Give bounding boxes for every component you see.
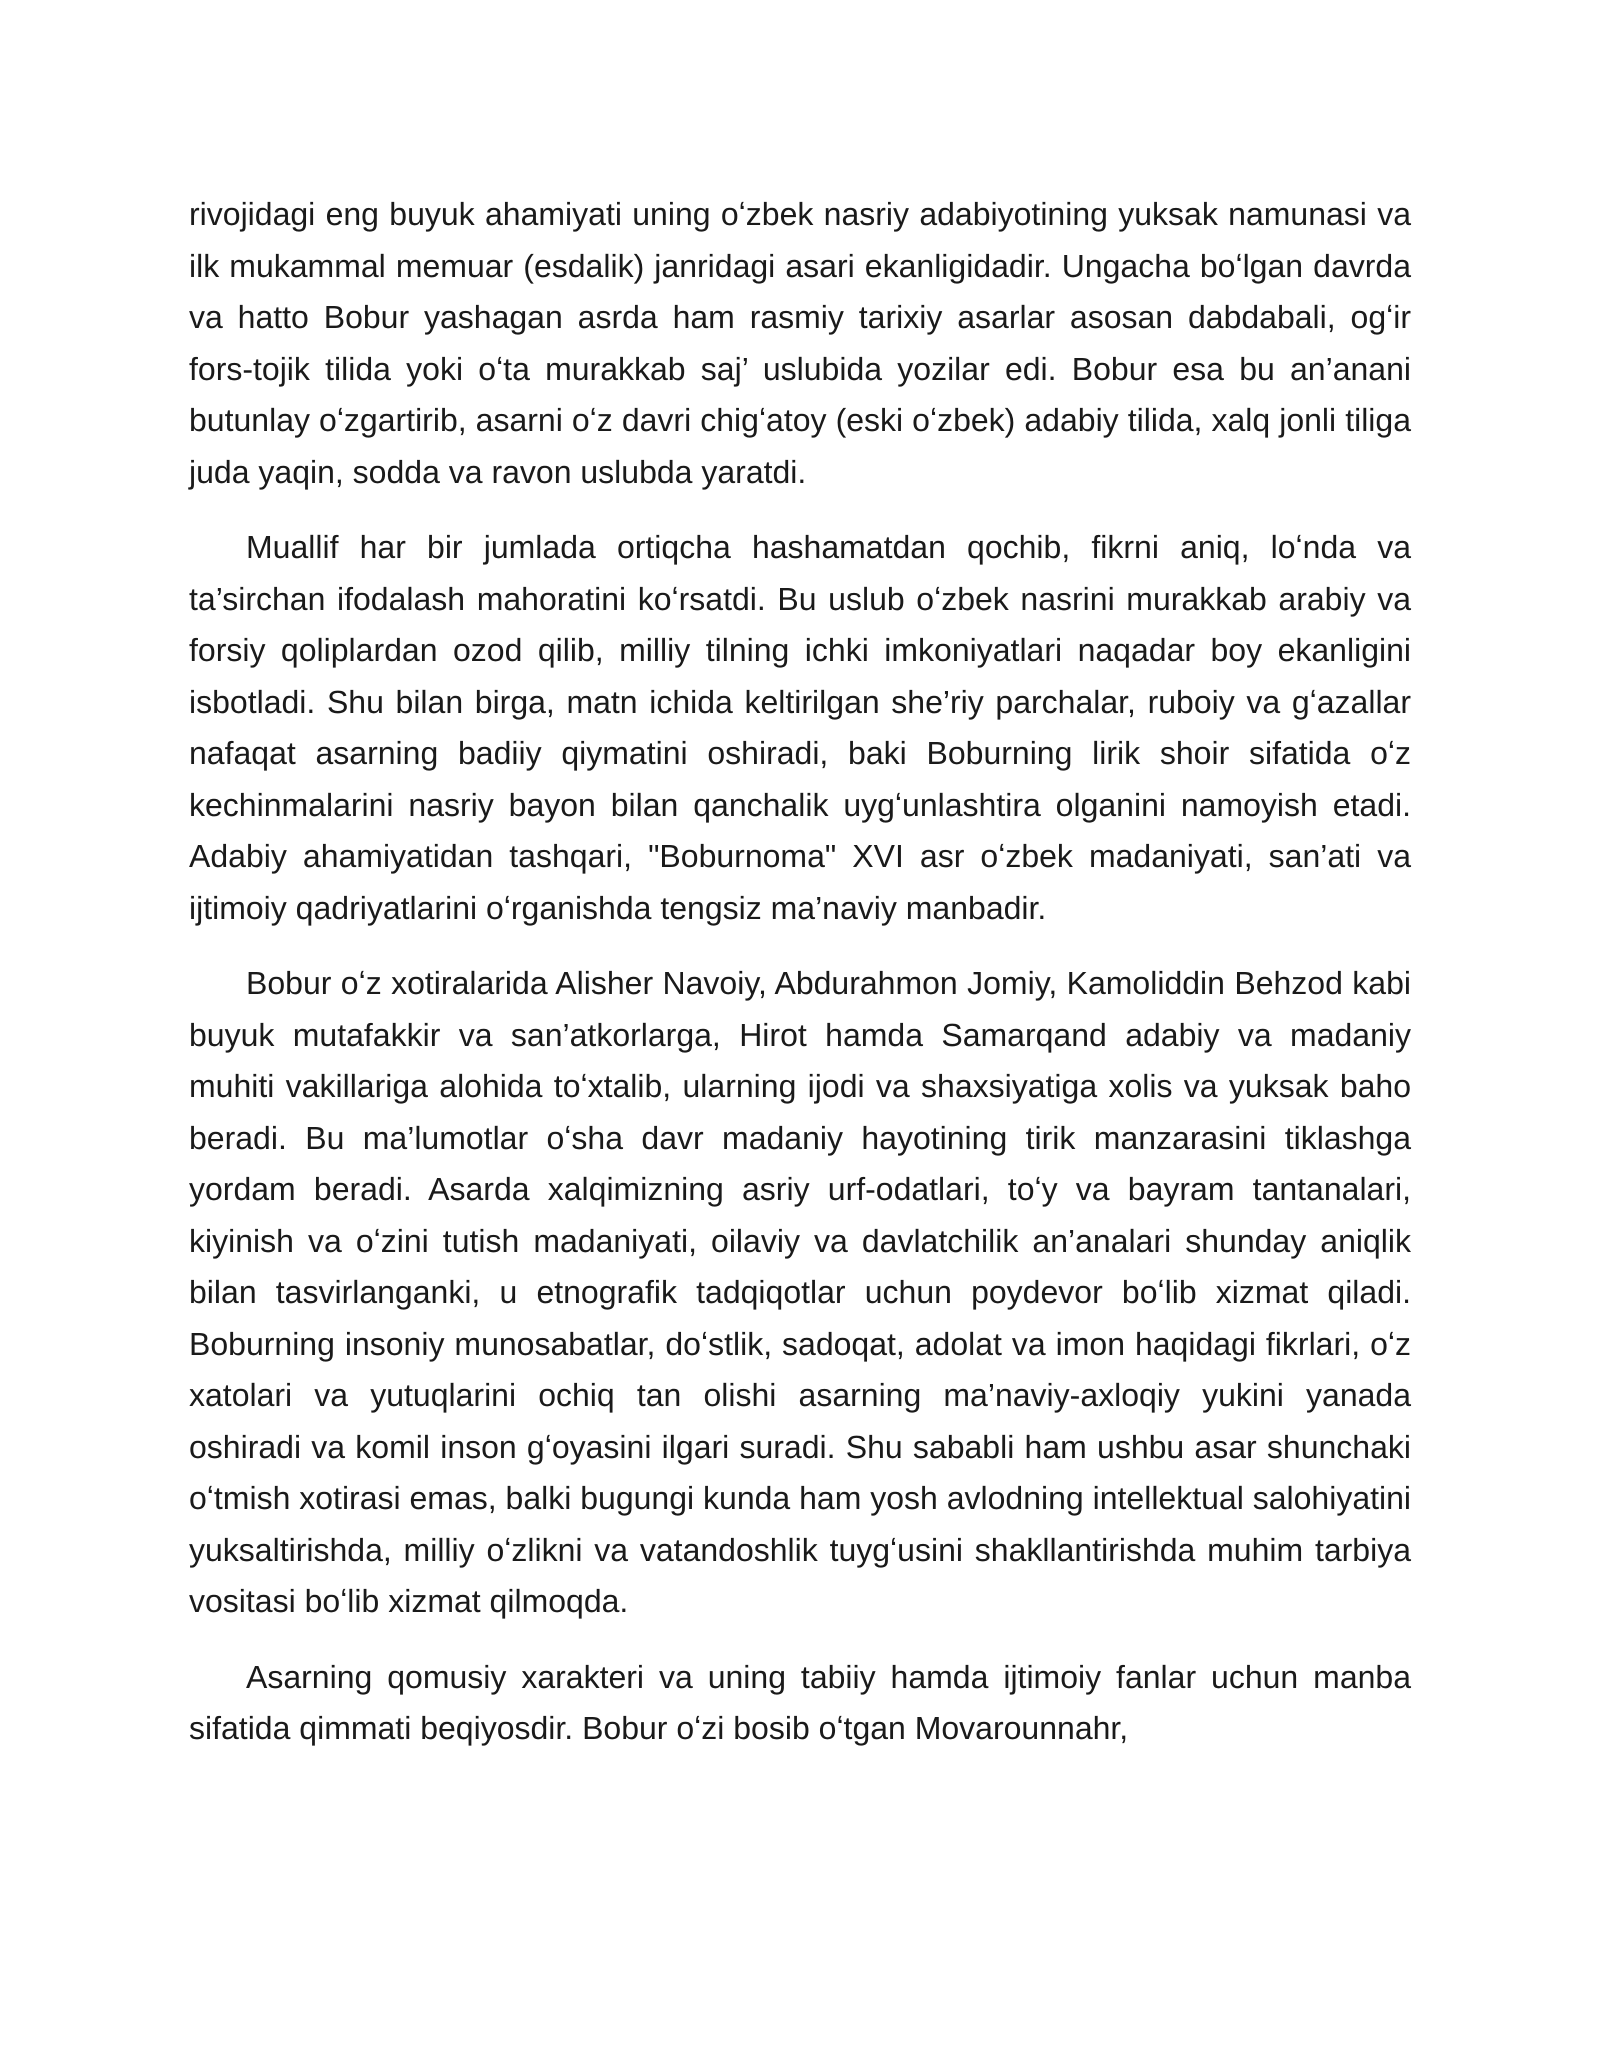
paragraph-1: rivojidagi eng buyuk ahamiyati uning oʻzbek nasriy adabiyotining yuksak namunasi va ilk mukammal memuar (esdalik) janridagi asari ekanligidadir. Ungacha boʻlgan davrda va hatto Bobur yashagan asrda ham rasmiy tarixiy asarlar asosan dabdabali, ogʻir fors-tojik tilida yoki oʻta murakkab saj’ uslubida yozilar edi. Bobur esa bu an’anani butunlay oʻzgartirib, asarni oʻz davri chigʻatoy (eski oʻzbek) adabiy tilida, xalq jonli tiliga juda yaqin, sodda va ravon uslubda yaratdi. xyxy=(189,196,1411,490)
document-page xyxy=(189,189,1411,1779)
paragraph-2: Muallif har bir jumlada ortiqcha hashamatdan qochib, fikrni aniq, loʻnda va ta’sirchan ifodalash mahoratini koʻrsatdi. Bu uslub oʻzbek nasrini murakkab arabiy va forsiy qoliplardan ozod qilib, milliy tilning ichki imkoniyatlari naqadar boy ekanligini isbotladi. Shu bilan birga, matn ichida keltirilgan she’riy parchalar, ruboiy va gʻazallar nafaqat asarning badiiy qiymatini oshiradi, baki Boburning lirik shoir sifatida oʻz kechinmalarini nasriy bayon bilan qanchalik uygʻunlashtira olganini namoyish etadi. Adabiy ahamiyatidan tashqari, "Boburnoma" XVI asr oʻzbek madaniyati, san’ati va ijtimoiy qadriyatlarini oʻrganishda tengsiz ma’naviy manbadir. xyxy=(189,529,1411,926)
paragraph-3: Bobur oʻz xotiralarida Alisher Navoiy, Abdurahmon Jomiy, Kamoliddin Behzod kabi buyuk mutafakkir va san’atkorlarga, Hirot hamda Samarqand adabiy va madaniy muhiti vakillariga alohida toʻxtalib, ularning ijodi va shaxsiyatiga xolis va yuksak baho beradi. Bu ma’lumotlar oʻsha davr madaniy hayotining tirik manzarasini tiklashga yordam beradi. Asarda xalqimizning asriy urf-odatlari, toʻy va bayram tantanalari, kiyinish va oʻzini tutish madaniyati, oilaviy va davlatchilik an’analari shunday aniqlik bilan tasvirlanganki, u etnografik tadqiqotlar uchun poydevor boʻlib xizmat qiladi. Boburning insoniy munosabatlar, doʻstlik, sadoqat, adolat va imon haqidagi fikrlari, oʻz xatolari va yutuqlarini ochiq tan olishi asarning ma’naviy-axloqiy yukini yanada oshiradi va komil inson gʻoyasini ilgari suradi. Shu sababli ham ushbu asar shunchaki oʻtmish xotirasi emas, balki bugungi kunda ham yosh avlodning intellektual salohiyatini yuksaltirishda, milliy oʻzlikni va vatandoshlik tuygʻusini shakllantirishda muhim tarbiya vositasi boʻlib xizmat qilmoqda. xyxy=(189,965,1412,1619)
paragraph-4: Asarning qomusiy xarakteri va uning tabiiy hamda ijtimoiy fanlar uchun manba sifatida qimmati beqiyosdir. Bobur oʻzi bosib oʻtgan Movarounnahr, xyxy=(189,1658,1411,1746)
